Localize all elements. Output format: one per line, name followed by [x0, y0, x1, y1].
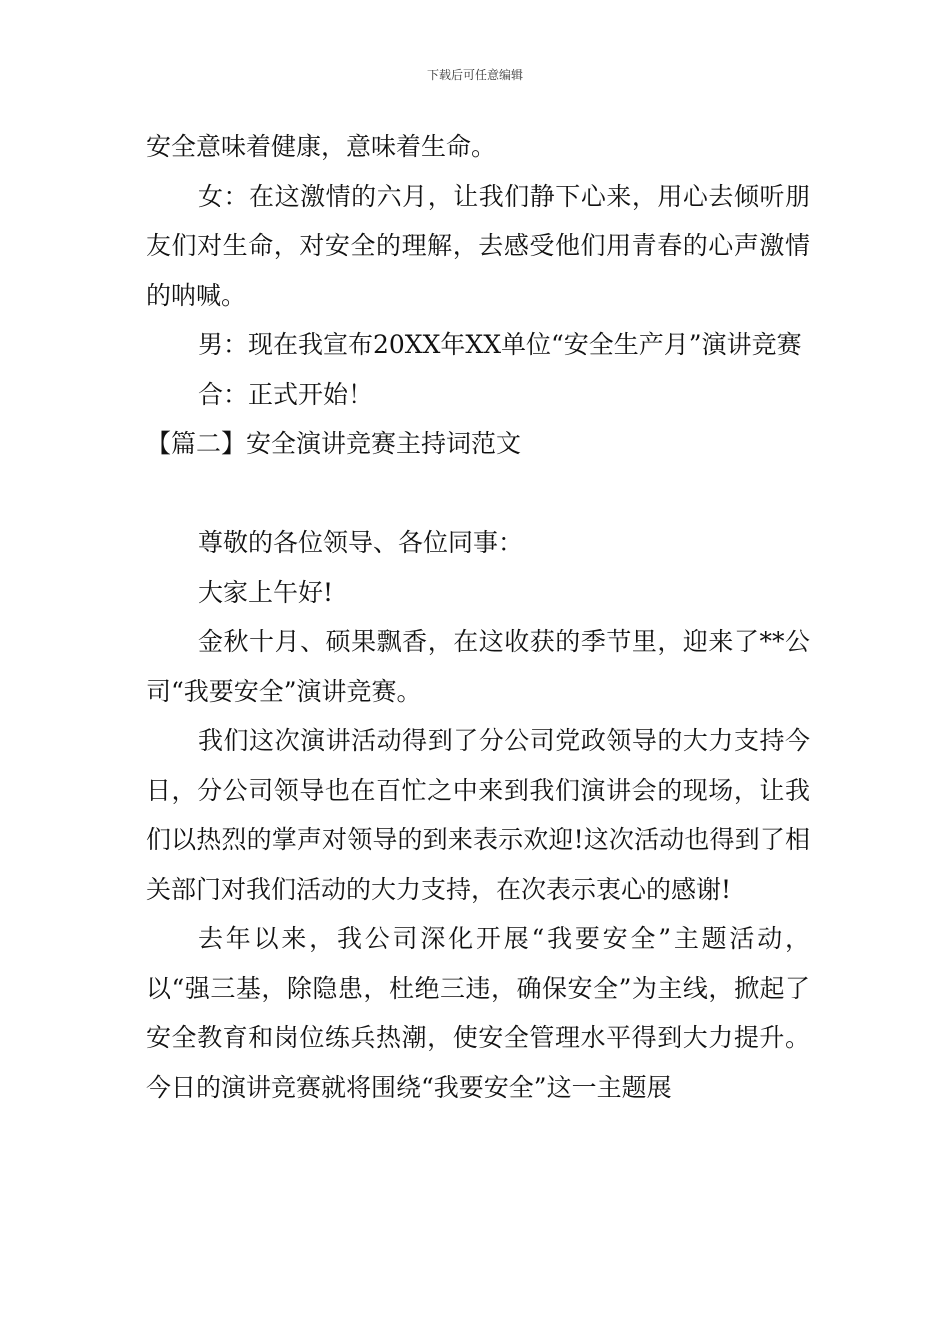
section-heading: 【篇二】安全演讲竞赛主持词范文	[146, 429, 522, 458]
document-body	[146, 122, 810, 1112]
paragraph-2: 女：在这激情的六月，让我们静下心来，用心去倾听朋友们对生命，对安全的理解，去感受他们用青春的心声激情的呐喊。	[146, 181, 810, 310]
paragraph-7: 去年以来，我公司深化开展“我要安全”主题活动，以“强三基，除隐患，杜绝三违，确保安全”为主线，掀起了安全教育和岗位练兵热潮，使安全管理水平得到大力提升。今日的演讲竞赛就将围绕“我要安全”这一主题展	[146, 924, 810, 1102]
paragraph-6: 我们这次演讲活动得到了分公司党政领导的大力支持今日，分公司领导也在百忙之中来到我们演讲会的现场，让我们以热烈的掌声对领导的到来表示欢迎!这次活动也得到了相关部门对我们活动的大力支持，在次表示衷心的感谢!	[146, 726, 810, 904]
paragraph-4: 合：正式开始！	[198, 379, 374, 409]
paragraph-1: 安全意味着健康，意味着生命。	[146, 132, 497, 161]
greeting: 大家上午好!	[198, 577, 334, 607]
blank-line	[146, 469, 810, 519]
paragraph-3: 男：现在我宣布20XX年XX单位“安全生产月”演讲竞赛	[198, 330, 802, 359]
page-header: 下载后可任意编辑	[426, 68, 523, 82]
paragraph-5: 金秋十月、硕果飘香，在这收获的季节里，迎来了**公司“我要安全”演讲竞赛。	[146, 627, 810, 706]
salutation: 尊敬的各位领导、各位同事：	[198, 528, 524, 557]
